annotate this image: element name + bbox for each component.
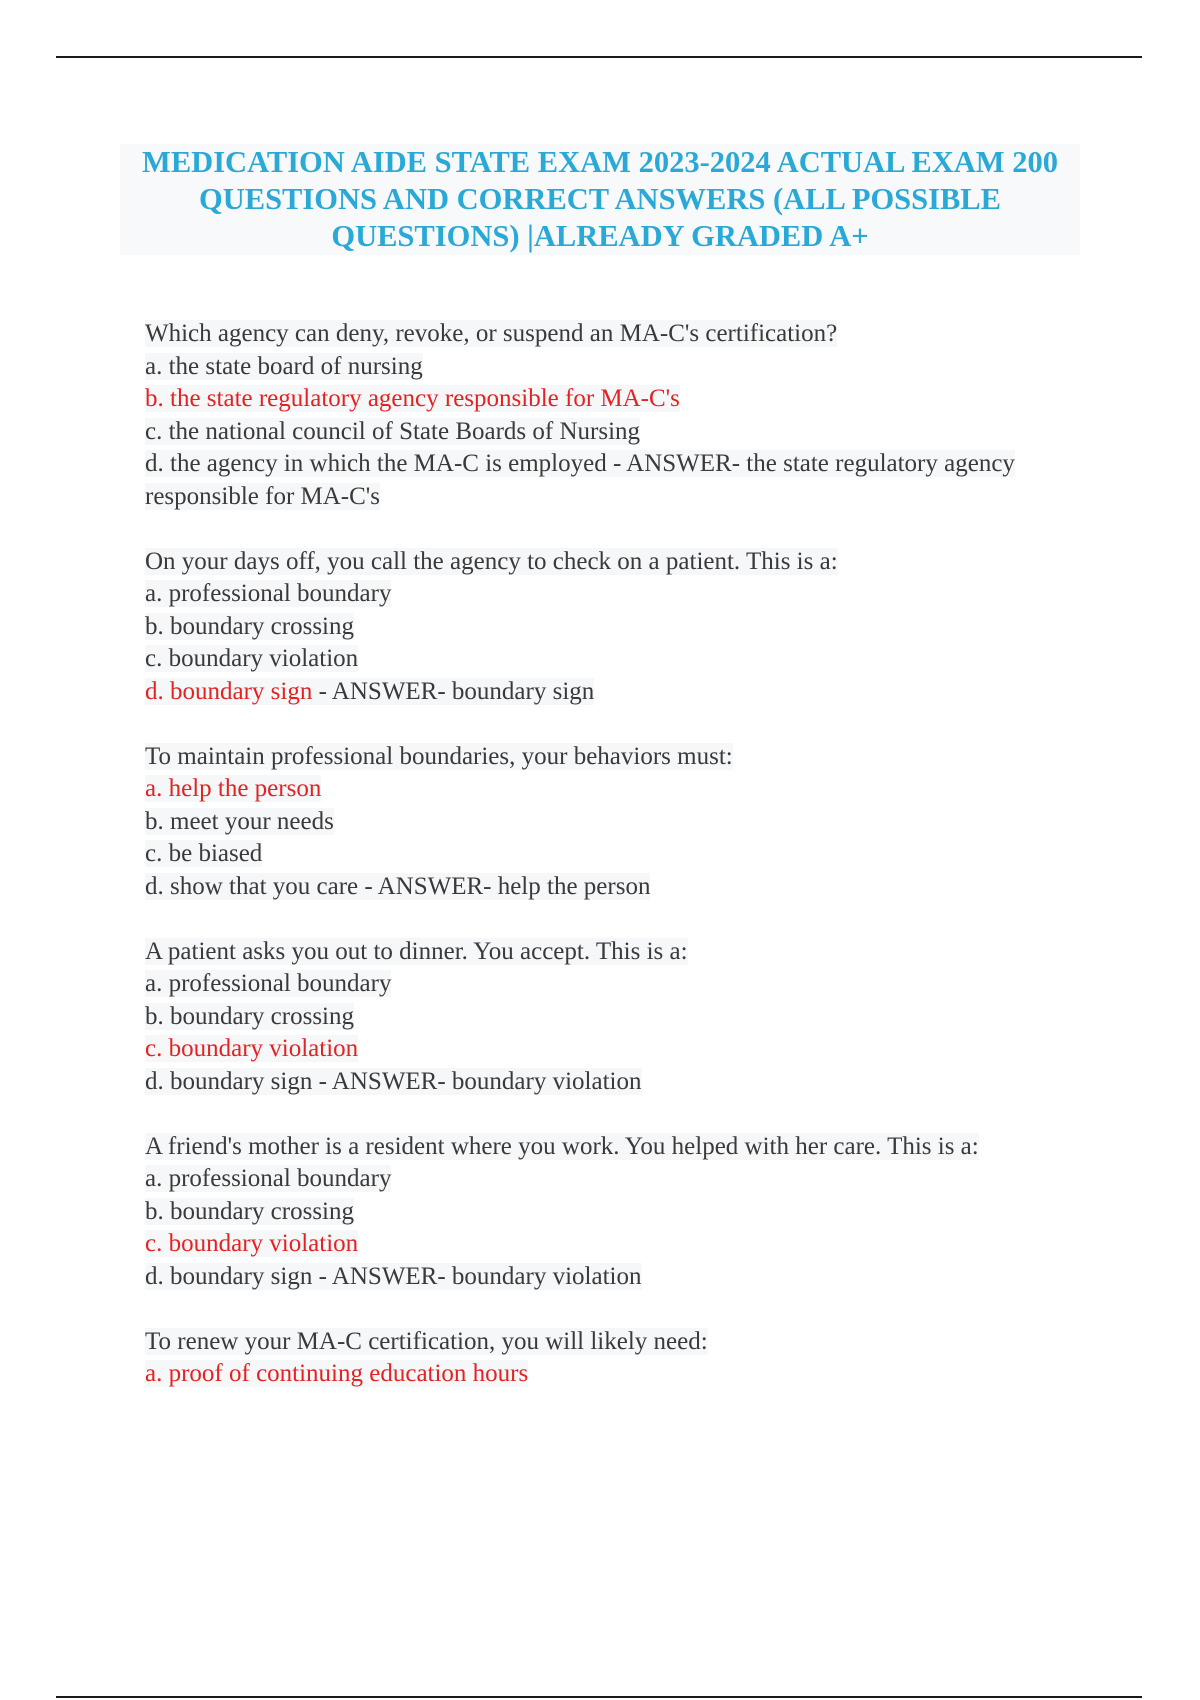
- question-block: [145, 1131, 1080, 1294]
- option-a: a. professional boundary: [145, 580, 392, 607]
- option-d-with-answer: d. boundary sign - ANSWER- boundary sign: [145, 677, 595, 705]
- option-b: b. meet your needs: [145, 807, 334, 835]
- option-b: b. boundary crossing: [145, 1002, 354, 1030]
- option-a: a. the state board of nursing: [145, 352, 423, 380]
- question-text: Which agency can deny, revoke, or suspend an MA-C's certification?: [145, 320, 838, 347]
- option-a: a. professional boundary: [145, 1165, 392, 1192]
- option-c-correct: c. boundary violation: [145, 1035, 359, 1062]
- document-title: MEDICATION AIDE STATE EXAM 2023-2024 ACTUAL EXAM 200 QUESTIONS AND CORRECT ANSWERS (ALL POSSIBLE QUESTIONS) |ALREADY GRADED A+: [120, 144, 1080, 255]
- option-c-correct: c. boundary violation: [145, 1230, 359, 1257]
- qa-content: [145, 318, 1080, 1423]
- top-rule: [56, 56, 1142, 58]
- question-block: [145, 318, 1080, 513]
- option-c: c. the national council of State Boards of Nursing: [145, 417, 641, 445]
- option-d-with-answer: d. the agency in which the MA-C is employed - ANSWER- the state regulatory agency responsible for MA-C's: [145, 450, 1015, 510]
- option-a-correct: a. help the person: [145, 775, 322, 802]
- option-d-correct: d. boundary sign: [145, 677, 313, 705]
- option-c: c. be biased: [145, 840, 263, 867]
- option-d-with-answer: d. boundary sign - ANSWER- boundary violation: [145, 1067, 642, 1095]
- question-text: To renew your MA-C certification, you will likely need:: [145, 1327, 708, 1355]
- bottom-rule: [56, 1696, 1142, 1698]
- option-a: a. professional boundary: [145, 970, 392, 997]
- option-d-with-answer: d. show that you care - ANSWER- help the person: [145, 872, 651, 900]
- option-b-correct: b. the state regulatory agency responsible for MA-C's: [145, 385, 680, 412]
- question-text: To maintain professional boundaries, your behaviors must:: [145, 742, 733, 770]
- option-b: b. boundary crossing: [145, 1197, 354, 1225]
- option-b: b. boundary crossing: [145, 612, 354, 640]
- option-d-with-answer: d. boundary sign - ANSWER- boundary violation: [145, 1262, 642, 1290]
- question-block: [145, 741, 1080, 904]
- question-text: A friend's mother is a resident where you work. You helped with her care. This is a:: [145, 1132, 979, 1160]
- question-block: [145, 1326, 1080, 1391]
- question-text: A patient asks you out to dinner. You accept. This is a:: [145, 937, 688, 965]
- option-a-correct: a. proof of continuing education hours: [145, 1360, 529, 1387]
- question-block: [145, 546, 1080, 709]
- option-c: c. boundary violation: [145, 645, 359, 672]
- question-text: On your days off, you call the agency to check on a patient. This is a:: [145, 547, 838, 575]
- question-block: [145, 936, 1080, 1099]
